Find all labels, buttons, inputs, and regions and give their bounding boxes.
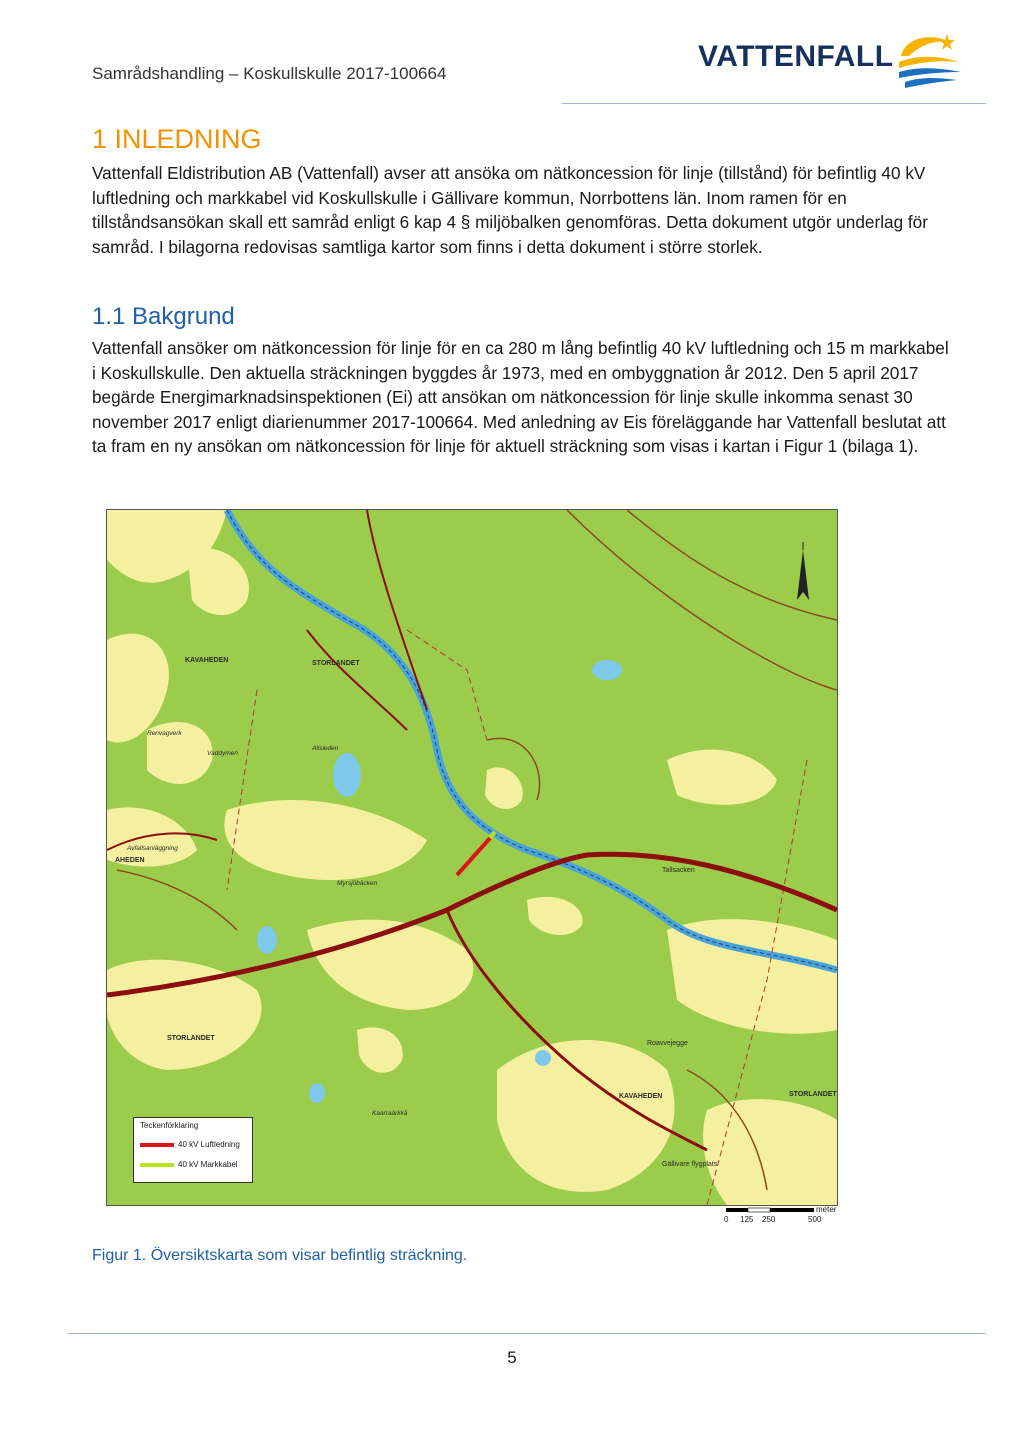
footer-divider (68, 1333, 986, 1334)
map-label-storlandet-s: STORLANDET (167, 1035, 215, 1042)
legend-label: 40 kV Luftledning (178, 1140, 240, 1149)
map-label-storlandet-e: STORLANDET (789, 1091, 837, 1098)
legend-item-overhead-line (140, 1140, 240, 1149)
scale-tick-250: 250 (762, 1215, 776, 1224)
map-scale-bar (722, 1206, 842, 1236)
scale-tick-125: 125 (740, 1215, 754, 1224)
figure-caption: Figur 1. Översiktskarta som visar befintlig sträckning. (92, 1247, 468, 1264)
map-canvas (107, 510, 837, 1205)
legend-swatch-green (140, 1163, 174, 1167)
section-heading-bakgrund: 1.1 Bakgrund (92, 303, 235, 330)
section-heading-inledning: 1 INLEDNING (92, 124, 262, 154)
section-paragraph-bakgrund: Vattenfall ansöker om nätkoncession för linje för en ca 280 m lång befintlig 40 kV luftledning och 15 m markkabel i Koskullskulle. Den aktuella sträckningen byggdes år 1973, med en ombyggnation år 2012. Den 5 april 2017 begärde Energimarknadsinspektionen (Ei) att ansökan om nätkoncession för linje skulle inkomma senast 30 november 2017 enligt diarienummer 2017-100664. Med anledning av Eis föreläggande har Vattenfall beslutat att ta fram en ny ansökan om nätkoncession för linje för aktuell sträckning som visas i kartan i Figur 1 (bilaga 1). (92, 338, 949, 457)
vattenfall-logo-icon (895, 28, 965, 92)
header-divider (562, 103, 986, 104)
legend-item-ground-cable (140, 1160, 238, 1169)
page-number: 5 (507, 1348, 517, 1367)
vattenfall-logo-text: VATTENFALL (698, 40, 894, 73)
map-label-kaarrearkka: Kaarraärkkä (372, 1110, 408, 1117)
section-paragraph-inledning: Vattenfall Eldistribution AB (Vattenfall) avser att ansöka om nätkoncession för linje (tillstånd) för befintlig 40 kV luftledning och markkabel vid Koskullskulle i Gällivare kommun, Norrbottens län. Inom ramen för en tillståndsansökan skall ett samråd enligt 6 kap 4 § miljöbalken genomföras. Detta dokument utgör underlag för samråd. I bilagorna redovisas samtliga kartor som finns i detta dokument i större storlek. (92, 163, 928, 257)
map-label-roavvejegge: Roavvejegge (647, 1040, 688, 1047)
legend-label: 40 kV Markkabel (178, 1160, 238, 1169)
map-label-myrsjobacken: Myrsjöbäcken (337, 880, 378, 887)
map-label-renvagverk: Renvagverk (147, 730, 182, 737)
legend-swatch-red (140, 1143, 174, 1147)
map-legend (133, 1117, 253, 1183)
map-label-gallivare-flygplats: Gällivare flygplats (662, 1161, 718, 1168)
map-label-kavaheden-nw: KAVAHEDEN (185, 657, 229, 664)
map-label-avfallsanlaggning: Avfallsanläggning (127, 845, 178, 852)
scale-unit: meter (816, 1206, 837, 1214)
map-label-alisieden: Alisieden (312, 745, 339, 752)
document-header-title: Samrådshandling – Koskullskulle 2017-100664 (92, 64, 447, 83)
legend-title: Teckenförklaring (140, 1121, 199, 1130)
scale-tick-0: 0 (724, 1215, 729, 1224)
map-label-kavaheden-s: KAVAHEDEN (619, 1093, 663, 1100)
scale-tick-500: 500 (808, 1215, 822, 1224)
map-label-vaddyma: Vaddymen (207, 750, 238, 757)
map-label-tallsacken: Tallsacken (662, 867, 695, 874)
map-label-aheden: AHEDEN (115, 857, 145, 864)
overview-map (106, 509, 838, 1206)
map-label-storlandet-n: STORLANDET (312, 660, 360, 667)
